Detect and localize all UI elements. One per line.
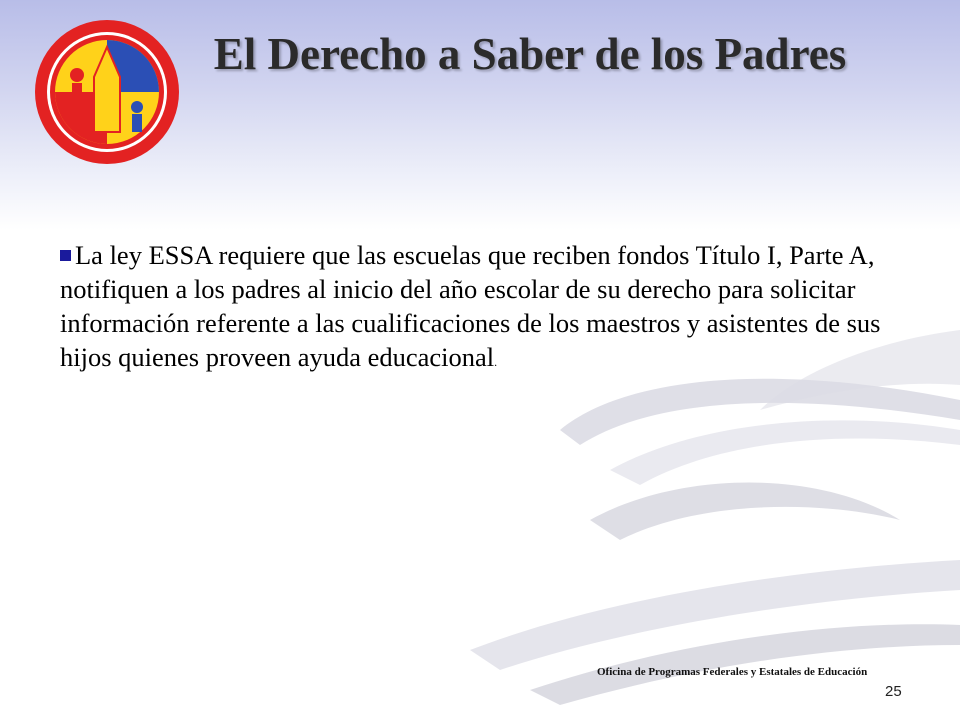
- square-bullet-icon: [60, 250, 71, 261]
- body-text: La ley ESSA requiere que las escuelas que reciben fondos Título I, Parte A, notifiquen a los padres al inicio del año escolar de su derecho para solicitar información referente a las cualificaciones de los maestros y asistentes de sus hijos quienes proveen ayuda educacional: [60, 240, 881, 372]
- body-trailing-period: .: [494, 355, 498, 369]
- lausd-seal-logo: [32, 17, 182, 167]
- page-number: 25: [885, 683, 902, 700]
- body-paragraph: [60, 238, 920, 379]
- footer-office-name: Oficina de Programas Federales y Estatales de Educación: [597, 666, 868, 678]
- slide-title: El Derecho a Saber de los Padres: [213, 29, 847, 79]
